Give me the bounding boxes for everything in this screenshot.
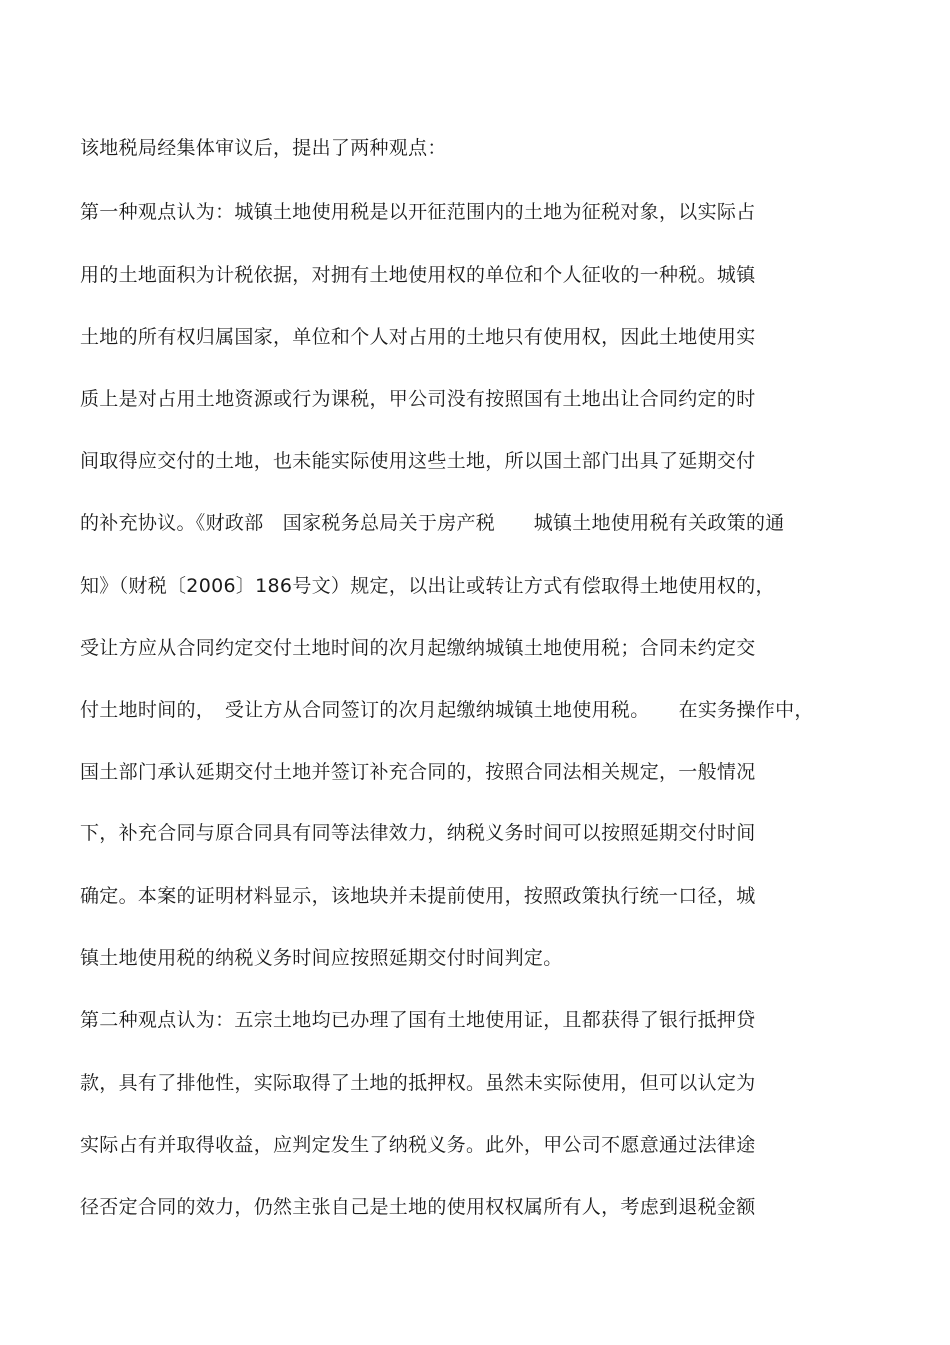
text-line-17: 实际占有并取得收益，应判定发生了纳税义务。此外，甲公司不愿意通过法律途 bbox=[80, 1134, 756, 1156]
text-line-14: 镇土地使用税的纳税义务时间应按照延期交付时间判定。 bbox=[80, 947, 563, 969]
text-line-1: 该地税局经集体审议后，提出了两种观点： bbox=[80, 137, 447, 159]
text-line-5: 质上是对占用土地资源或行为课税，甲公司没有按照国有土地出让合同约定的时 bbox=[80, 388, 756, 410]
text-line-4: 土地的所有权归属国家，单位和个人对占用的土地只有使用权，因此土地使用实 bbox=[80, 326, 756, 348]
text-line-7: 的补充协议。《财政部 国家税务总局关于房产税 城镇土地使用税有关政策的通 bbox=[80, 512, 785, 534]
text-line-18: 径否定合同的效力，仍然主张自己是土地的使用权权属所有人，考虑到退税金额 bbox=[80, 1196, 756, 1218]
text-line-10: 付土地时间的， 受让方从合同签订的次月起缴纳城镇土地使用税。 在实务操作中， bbox=[80, 699, 814, 721]
text-line-12: 下，补充合同与原合同具有同等法律效力，纳税义务时间可以按照延期交付时间 bbox=[80, 822, 756, 844]
text-line-9: 受让方应从合同约定交付土地时间的次月起缴纳城镇土地使用税；合同未约定交 bbox=[80, 637, 756, 659]
text-line-2: 第一种观点认为：城镇土地使用税是以开征范围内的土地为征税对象，以实际占 bbox=[80, 201, 756, 223]
text-line-6: 间取得应交付的土地，也未能实际使用这些土地，所以国土部门出具了延期交付 bbox=[80, 450, 756, 472]
text-line-16: 款，具有了排他性，实际取得了土地的抵押权。虽然未实际使用，但可以认定为 bbox=[80, 1072, 756, 1094]
text-line-11: 国土部门承认延期交付土地并签订补充合同的，按照合同法相关规定，一般情况 bbox=[80, 761, 756, 783]
text-line-8: 知》（财税〔2006〕186号文）规定，以出让或转让方式有偿取得土地使用权的， bbox=[80, 575, 775, 597]
text-line-15: 第二种观点认为：五宗土地均已办理了国有土地使用证，且都获得了银行抵押贷 bbox=[80, 1009, 756, 1031]
text-line-13: 确定。本案的证明材料显示，该地块并未提前使用，按照政策执行统一口径，城 bbox=[80, 885, 756, 907]
text-line-3: 用的土地面积为计税依据，对拥有土地使用权的单位和个人征收的一种税。城镇 bbox=[80, 264, 756, 286]
